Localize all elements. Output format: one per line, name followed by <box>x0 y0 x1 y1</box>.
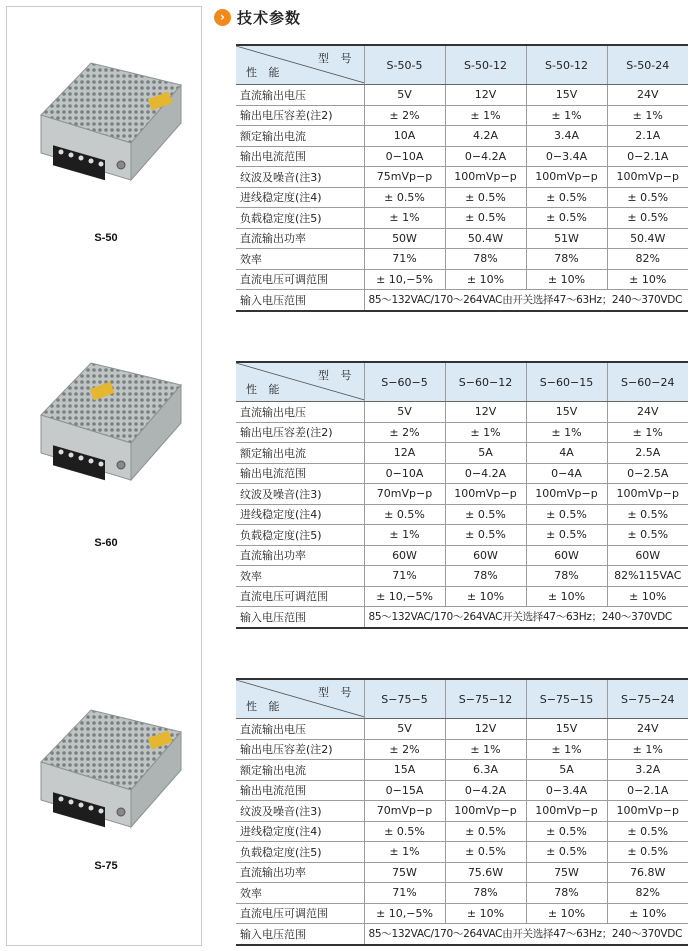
power-supply-illustration <box>31 55 191 195</box>
spec-value-cell: 100mVp−p <box>607 484 688 505</box>
model-column-header: S-50-12 <box>445 45 526 85</box>
spec-value-cell: ± 10% <box>445 586 526 607</box>
spec-value-cell: 50W <box>364 228 445 249</box>
spec-value-cell: 12V <box>445 719 526 740</box>
spec-value-cell: 0−4A <box>526 463 607 484</box>
spec-table-s60 <box>236 361 688 629</box>
spec-value-cell: ± 10% <box>607 586 688 607</box>
table-row <box>236 146 688 167</box>
spec-value-cell: 50.4W <box>607 228 688 249</box>
product-label-s75: S-75 <box>94 860 118 872</box>
spec-value-cell: ± 10% <box>526 903 607 924</box>
row-label: 负载稳定度(注5) <box>236 208 364 229</box>
product-image-s75 <box>31 702 191 842</box>
spec-value-cell: 100mVp−p <box>445 801 526 822</box>
spec-value-cell: 15V <box>526 719 607 740</box>
spec-value-cell: ± 0.5% <box>445 187 526 208</box>
spec-value-cell: 4.2A <box>445 126 526 147</box>
spec-value-cell: ± 0.5% <box>526 187 607 208</box>
model-column-header: S−75−24 <box>607 679 688 719</box>
param-header-label: 性 能 <box>246 66 284 79</box>
row-label: 进线稳定度(注4) <box>236 821 364 842</box>
spec-value-cell: 70mVp−p <box>364 484 445 505</box>
table-row <box>236 545 688 566</box>
spec-value-cell: 15V <box>526 85 607 106</box>
spec-value-cell: ± 2% <box>364 422 445 443</box>
product-image-s50 <box>31 55 191 195</box>
spec-value-cell: 100mVp−p <box>526 167 607 188</box>
table-row <box>236 780 688 801</box>
spec-value-cell: ± 0.5% <box>607 504 688 525</box>
input-range-cell: 85～132VAC/170～264VAC由开关选择47～63Hz；240～370VDC <box>364 290 688 311</box>
spec-value-cell: 70mVp−p <box>364 801 445 822</box>
row-label: 输入电压范围 <box>236 924 364 945</box>
spec-value-cell: 60W <box>607 545 688 566</box>
row-label: 输出电压容差(注2) <box>236 105 364 126</box>
model-column-header: S−75−15 <box>526 679 607 719</box>
spec-value-cell: 60W <box>445 545 526 566</box>
spec-value-cell: 75mVp−p <box>364 167 445 188</box>
model-column-header: S−60−15 <box>526 362 607 402</box>
spec-value-cell: 12V <box>445 402 526 423</box>
spec-value-cell: 0−3.4A <box>526 780 607 801</box>
spec-value-cell: ± 1% <box>607 105 688 126</box>
table-row <box>236 801 688 822</box>
input-range-cell: 85～132VAC/170～264VAC由开关选择47～63Hz；240～370VDC <box>364 924 688 945</box>
row-label: 直流输出功率 <box>236 862 364 883</box>
table-row <box>236 739 688 760</box>
table-row <box>236 903 688 924</box>
spec-value-cell: ± 10,−5% <box>364 903 445 924</box>
spec-value-cell: 50.4W <box>445 228 526 249</box>
spec-value-cell: ± 10% <box>526 269 607 290</box>
table-row <box>236 760 688 781</box>
spec-value-cell: 100mVp−p <box>607 801 688 822</box>
param-header-label: 性 能 <box>246 700 284 713</box>
table-row <box>236 484 688 505</box>
spec-value-cell: 3.2A <box>607 760 688 781</box>
spec-table-s75 <box>236 678 688 946</box>
spec-value-cell: 82% <box>607 883 688 904</box>
spec-value-cell: 24V <box>607 85 688 106</box>
row-label: 输出电流范围 <box>236 463 364 484</box>
row-label: 纹波及噪音(注3) <box>236 167 364 188</box>
header-diagonal-cell <box>236 362 364 402</box>
product-image-s60 <box>31 355 191 495</box>
spec-value-cell: ± 2% <box>364 105 445 126</box>
spec-value-cell: 82%115VAC <box>607 566 688 587</box>
spec-value-cell: ± 10% <box>607 269 688 290</box>
spec-value-cell: 51W <box>526 228 607 249</box>
row-label: 纹波及噪音(注3) <box>236 801 364 822</box>
table-row <box>236 105 688 126</box>
spec-value-cell: ± 0.5% <box>445 208 526 229</box>
spec-value-cell: 78% <box>526 883 607 904</box>
spec-value-cell: 2.1A <box>607 126 688 147</box>
header-diagonal-cell <box>236 679 364 719</box>
row-label: 直流输出电压 <box>236 402 364 423</box>
table-row <box>236 402 688 423</box>
spec-value-cell: ± 10% <box>526 586 607 607</box>
spec-value-cell: 5V <box>364 719 445 740</box>
param-header-label: 性 能 <box>246 383 284 396</box>
table-row <box>236 883 688 904</box>
row-label: 额定输出电流 <box>236 126 364 147</box>
product-image-panel <box>6 6 202 946</box>
spec-value-cell: ± 0.5% <box>526 842 607 863</box>
power-supply-illustration <box>31 355 191 495</box>
spec-value-cell: 24V <box>607 402 688 423</box>
row-label: 额定输出电流 <box>236 760 364 781</box>
row-label: 效率 <box>236 883 364 904</box>
spec-value-cell: 10A <box>364 126 445 147</box>
table-row <box>236 719 688 740</box>
row-label: 进线稳定度(注4) <box>236 187 364 208</box>
spec-value-cell: ± 10% <box>607 903 688 924</box>
spec-value-cell: ± 0.5% <box>445 525 526 546</box>
row-label: 直流电压可调范围 <box>236 269 364 290</box>
table-header-row <box>236 679 688 719</box>
spec-value-cell: 78% <box>445 883 526 904</box>
spec-value-cell: 3.4A <box>526 126 607 147</box>
model-column-header: S−60−24 <box>607 362 688 402</box>
row-label: 输入电压范围 <box>236 607 364 628</box>
spec-value-cell: ± 0.5% <box>607 525 688 546</box>
spec-value-cell: 76.8W <box>607 862 688 883</box>
row-label: 输出电压容差(注2) <box>236 739 364 760</box>
spec-value-cell: ± 0.5% <box>607 208 688 229</box>
spec-value-cell: 4A <box>526 443 607 464</box>
spec-value-cell: 12A <box>364 443 445 464</box>
spec-value-cell: 0−2.1A <box>607 146 688 167</box>
table-header-row <box>236 45 688 85</box>
model-header-label: 型 号 <box>318 52 356 65</box>
spec-value-cell: 75W <box>364 862 445 883</box>
spec-value-cell: ± 10% <box>445 903 526 924</box>
row-label: 效率 <box>236 249 364 270</box>
spec-value-cell: ± 1% <box>526 105 607 126</box>
spec-value-cell: 78% <box>445 249 526 270</box>
spec-value-cell: ± 2% <box>364 739 445 760</box>
model-header-label: 型 号 <box>318 369 356 382</box>
spec-value-cell: 78% <box>445 566 526 587</box>
spec-value-cell: 0−10A <box>364 463 445 484</box>
power-supply-illustration <box>31 702 191 842</box>
section-heading <box>214 6 301 28</box>
row-label: 效率 <box>236 566 364 587</box>
spec-value-cell: 0−15A <box>364 780 445 801</box>
spec-value-cell: ± 0.5% <box>526 208 607 229</box>
spec-value-cell: 0−4.2A <box>445 146 526 167</box>
table-row <box>236 443 688 464</box>
table-row <box>236 208 688 229</box>
table-header-row <box>236 362 688 402</box>
spec-value-cell: ± 1% <box>607 739 688 760</box>
spec-value-cell: 15A <box>364 760 445 781</box>
table-row <box>236 842 688 863</box>
row-label: 纹波及噪音(注3) <box>236 484 364 505</box>
spec-value-cell: ± 10,−5% <box>364 586 445 607</box>
spec-value-cell: 78% <box>526 566 607 587</box>
spec-value-cell: ± 0.5% <box>445 821 526 842</box>
spec-value-cell: ± 0.5% <box>364 504 445 525</box>
table-row <box>236 463 688 484</box>
spec-value-cell: ± 10,−5% <box>364 269 445 290</box>
row-label: 输出电压容差(注2) <box>236 422 364 443</box>
spec-value-cell: 6.3A <box>445 760 526 781</box>
spec-value-cell: 71% <box>364 249 445 270</box>
model-column-header: S−60−12 <box>445 362 526 402</box>
spec-value-cell: 24V <box>607 719 688 740</box>
spec-value-cell: ± 1% <box>526 739 607 760</box>
row-label: 直流输出功率 <box>236 545 364 566</box>
spec-value-cell: 0−3.4A <box>526 146 607 167</box>
row-label: 直流输出电压 <box>236 85 364 106</box>
table-row <box>236 566 688 587</box>
spec-value-cell: 100mVp−p <box>445 167 526 188</box>
table-row <box>236 126 688 147</box>
spec-value-cell: ± 0.5% <box>526 821 607 842</box>
input-range-cell: 85～132VAC/170～264VAC开关选择47～63Hz；240～370VDC <box>364 607 688 628</box>
spec-value-cell: ± 1% <box>607 422 688 443</box>
row-label: 直流输出功率 <box>236 228 364 249</box>
row-label: 输出电流范围 <box>236 780 364 801</box>
spec-value-cell: ± 1% <box>445 105 526 126</box>
spec-value-cell: 75.6W <box>445 862 526 883</box>
table-row <box>236 187 688 208</box>
row-label: 额定输出电流 <box>236 443 364 464</box>
spec-value-cell: 71% <box>364 883 445 904</box>
spec-value-cell: 0−4.2A <box>445 780 526 801</box>
section-title: 技术参数 <box>237 8 302 27</box>
spec-value-cell: 5V <box>364 402 445 423</box>
model-column-header: S-50-5 <box>364 45 445 85</box>
spec-value-cell: 75W <box>526 862 607 883</box>
row-label: 输入电压范围 <box>236 290 364 311</box>
spec-value-cell: 0−2.5A <box>607 463 688 484</box>
table-row <box>236 924 688 945</box>
model-column-header: S-50-24 <box>607 45 688 85</box>
table-row <box>236 85 688 106</box>
spec-value-cell: ± 1% <box>526 422 607 443</box>
product-label-s50: S-50 <box>94 232 118 244</box>
spec-value-cell: ± 10% <box>445 269 526 290</box>
model-column-header: S−60−5 <box>364 362 445 402</box>
spec-value-cell: 71% <box>364 566 445 587</box>
spec-value-cell: 100mVp−p <box>607 167 688 188</box>
spec-value-cell: 0−4.2A <box>445 463 526 484</box>
row-label: 直流输出电压 <box>236 719 364 740</box>
row-label: 进线稳定度(注4) <box>236 504 364 525</box>
spec-value-cell: ± 1% <box>364 525 445 546</box>
spec-value-cell: ± 0.5% <box>364 187 445 208</box>
spec-value-cell: 60W <box>364 545 445 566</box>
spec-value-cell: 100mVp−p <box>526 484 607 505</box>
table-row <box>236 504 688 525</box>
row-label: 负载稳定度(注5) <box>236 842 364 863</box>
table-row <box>236 862 688 883</box>
row-label: 输出电流范围 <box>236 146 364 167</box>
spec-value-cell: ± 1% <box>364 842 445 863</box>
spec-value-cell: 5A <box>526 760 607 781</box>
spec-value-cell: 12V <box>445 85 526 106</box>
spec-value-cell: ± 0.5% <box>607 821 688 842</box>
spec-value-cell: 60W <box>526 545 607 566</box>
table-row <box>236 269 688 290</box>
spec-value-cell: ± 1% <box>445 739 526 760</box>
row-label: 直流电压可调范围 <box>236 903 364 924</box>
table-row <box>236 607 688 628</box>
table-row <box>236 228 688 249</box>
spec-value-cell: ± 0.5% <box>364 821 445 842</box>
model-column-header: S−75−12 <box>445 679 526 719</box>
spec-value-cell: 78% <box>526 249 607 270</box>
table-row <box>236 422 688 443</box>
product-label-s60: S-60 <box>94 537 118 549</box>
row-label: 直流电压可调范围 <box>236 586 364 607</box>
model-column-header: S-50-12 <box>526 45 607 85</box>
model-header-label: 型 号 <box>318 686 356 699</box>
spec-value-cell: 15V <box>526 402 607 423</box>
spec-value-cell: ± 0.5% <box>445 842 526 863</box>
table-row <box>236 167 688 188</box>
spec-value-cell: ± 0.5% <box>607 187 688 208</box>
table-row <box>236 249 688 270</box>
spec-value-cell: 82% <box>607 249 688 270</box>
chevron-right-icon: › <box>214 9 231 26</box>
spec-value-cell: 5V <box>364 85 445 106</box>
spec-value-cell: ± 0.5% <box>526 525 607 546</box>
table-row <box>236 821 688 842</box>
spec-value-cell: 0−2.1A <box>607 780 688 801</box>
spec-value-cell: ± 0.5% <box>607 842 688 863</box>
table-row <box>236 525 688 546</box>
table-row <box>236 290 688 311</box>
spec-value-cell: 0−10A <box>364 146 445 167</box>
spec-table-s50 <box>236 44 688 312</box>
spec-value-cell: 2.5A <box>607 443 688 464</box>
spec-value-cell: ± 0.5% <box>445 504 526 525</box>
header-diagonal-cell <box>236 45 364 85</box>
spec-value-cell: 5A <box>445 443 526 464</box>
table-row <box>236 586 688 607</box>
spec-value-cell: ± 1% <box>445 422 526 443</box>
spec-value-cell: ± 1% <box>364 208 445 229</box>
row-label: 负载稳定度(注5) <box>236 525 364 546</box>
spec-value-cell: 100mVp−p <box>526 801 607 822</box>
model-column-header: S−75−5 <box>364 679 445 719</box>
spec-value-cell: ± 0.5% <box>526 504 607 525</box>
spec-value-cell: 100mVp−p <box>445 484 526 505</box>
